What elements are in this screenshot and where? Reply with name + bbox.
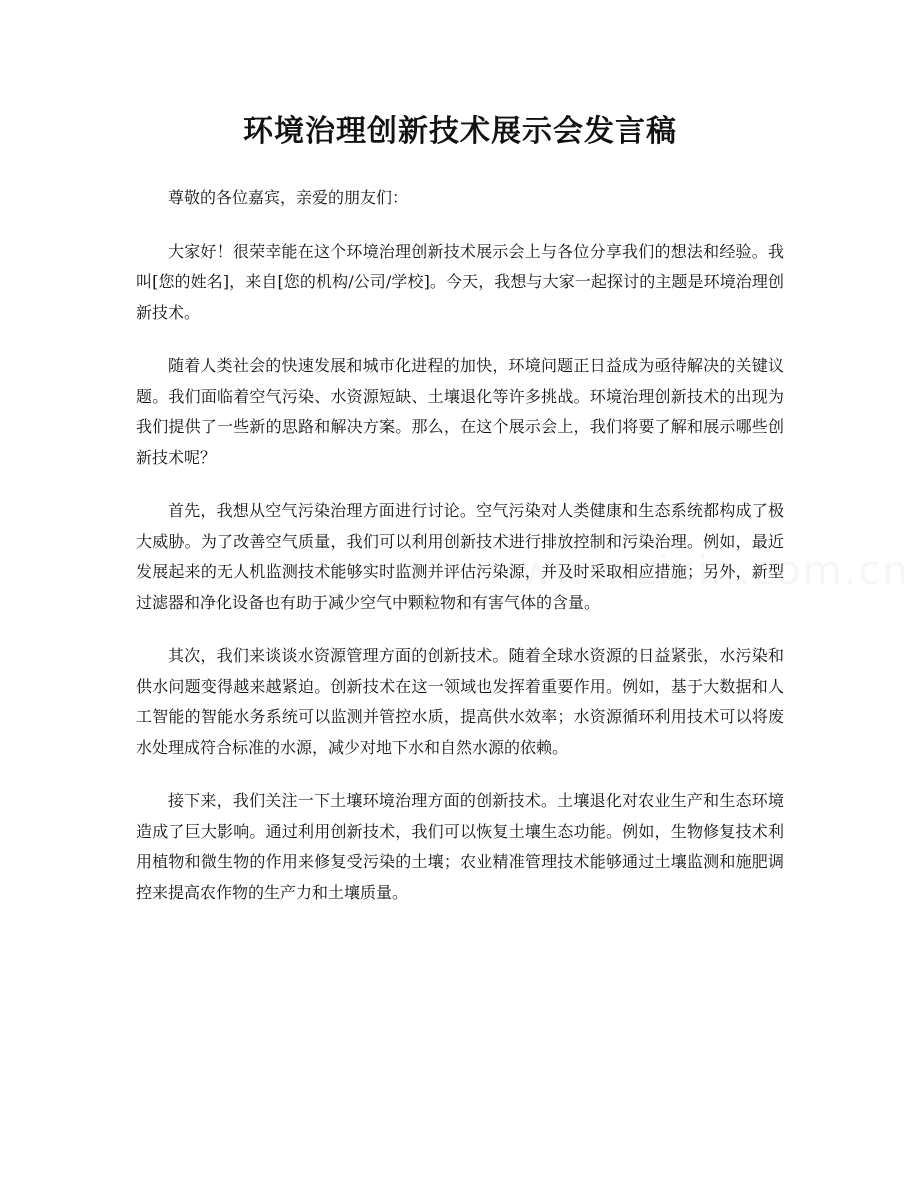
paragraph-greeting: 尊敬的各位嘉宾，亲爱的朋友们： [168, 188, 409, 207]
paragraph-water-resources: 其次，我们来谈谈水资源管理方面的创新技术。随着全球水资源的日益紧张，水污染和供水问题变得越来越紧迫。创新技术在这一领域也发挥着重要作用。例如，基于大数据和人工智能的智能水务系统可以监测并管控水质，提高供水效率；水资源循环利用技术可以将废水处理成符合标准的水源，减少对地下水和自然水源的依赖。 [136, 646, 784, 757]
paragraph-introduction: 大家好！很荣幸能在这个环境治理创新技术展示会上与各位分享我们的想法和经验。我叫[您的姓名]，来自[您的机构/公司/学校]。今天，我想与大家一起探讨的主题是环境治理创新技术。 [136, 241, 784, 322]
document-body [136, 183, 784, 931]
paragraph-background: 随着人类社会的快速发展和城市化进程的加快，环境问题正日益成为亟待解决的关键议题。我们面临着空气污染、水资源短缺、土壤退化等许多挑战。环境治理创新技术的出现为我们提供了一些新的思路和解决方案。那么，在这个展示会上，我们将要了解和展示哪些创新技术呢？ [136, 356, 784, 467]
paragraph-air-pollution: 首先，我想从空气污染治理方面进行讨论。空气污染对人类健康和生态系统都构成了极大威胁。为了改善空气质量，我们可以利用创新技术进行排放控制和污染治理。例如，最近发展起来的无人机监测技术能够实时监测并评估污染源，并及时采取相应措施；另外，新型过滤器和净化设备也有助于减少空气中颗粒物和有害气体的含量。 [136, 501, 784, 612]
paragraph-soil: 接下来，我们关注一下土壤环境治理方面的创新技术。土壤退化对农业生产和生态环境造成了巨大影响。通过利用创新技术，我们可以恢复土壤生态功能。例如，生物修复技术利用植物和微生物的作用来修复受污染的土壤；农业精准管理技术能够通过土壤监测和施肥调控来提高农作物的生产力和土壤质量。 [136, 791, 784, 902]
document-title: 环境治理创新技术展示会发言稿 [243, 114, 677, 149]
